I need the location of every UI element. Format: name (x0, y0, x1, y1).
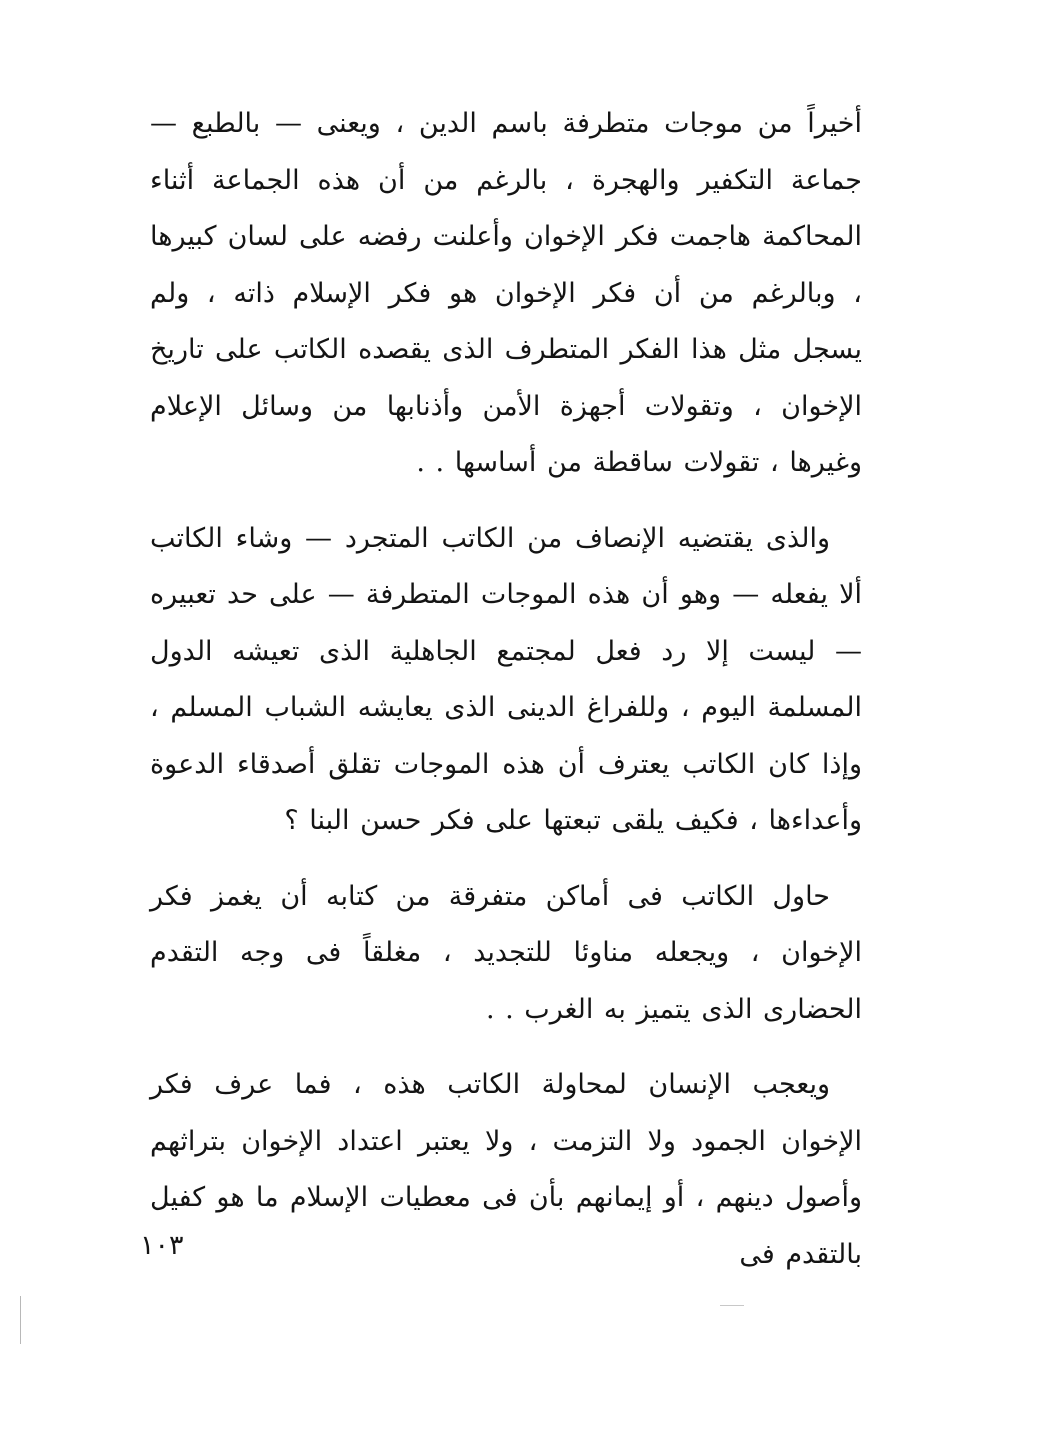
paragraph-renewal: حاول الكاتب فى أماكن متفرقة من كتابه أن يغمز فكر الإخوان ، ويجعله مناوئا للتجديد ، مغلقاً فى وجه التقدم الحضارى الذى يتميز به الغرب . . (150, 880, 862, 1025)
page-number: ١٠٣ (140, 1230, 184, 1261)
scan-speck (720, 1305, 744, 1306)
paragraph-heritage: ويعجب الإنسان لمحاولة الكاتب هذه ، فما عرف فكر الإخوان الجمود ولا التزمت ، ولا يعتبر اعتداد الإخوان بتراثهم وأصول دينهم ، أو إيمانهم بأن فى معطيات الإسلام ما هو كفيل بالتقدم فى (150, 1069, 862, 1270)
paragraph-continuation: أخيراً من موجات متطرفة باسم الدين ، ويعنى — بالطبع — جماعة التكفير والهجرة ، بالرغم من أن هذه الجماعة أثناء المحاكمة هاجمت فكر الإخوان وأعلنت رفضه على لسان كبيرها ، وبالرغم من أن فكر الإخوان هو فكر الإسلام ذاته ، ولم يسجل مثل هذا الفكر المتطرف الذى يقصده الكاتب على تاريخ الإخوان ، وتقولات أجهزة الأمن وأذنابها من وسائل الإعلام وغيرها ، تقولات ساقطة من أساسها . . (150, 108, 862, 478)
page-body-text (150, 96, 862, 1283)
paragraph-fairness: والذى يقتضيه الإنصاف من الكاتب المتجرد — وشاء الكاتب ألا يفعله — وهو أن هذه الموجات المتطرفة — على حد تعبيره — ليست إلا رد فعل لمجتمع الجاهلية الذى تعيشه الدول المسلمة اليوم ، وللفراغ الدينى الذى يعايشه الشباب المسلم ، وإذا كان الكاتب يعترف أن هذه الموجات تقلق أصدقاء الدعوة وأعداءها ، فكيف يلقى تبعتها على فكر حسن البنا ؟ (150, 522, 862, 836)
scan-margin-mark (20, 1296, 21, 1344)
